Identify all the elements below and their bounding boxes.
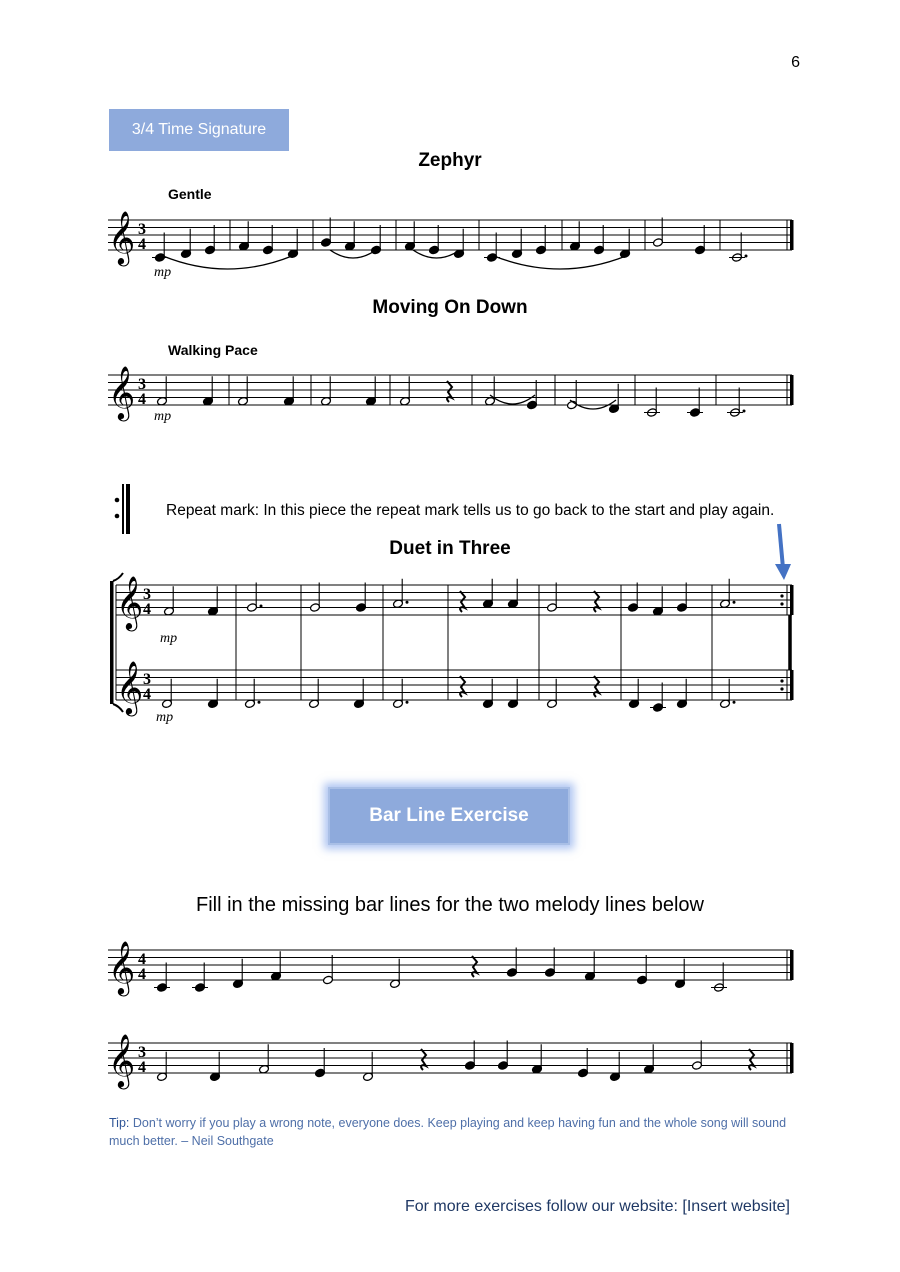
slur [494, 256, 626, 269]
quarter-rest [594, 591, 599, 612]
page-number: 6 [791, 54, 800, 71]
repeat-dot [780, 594, 783, 597]
dot [258, 701, 261, 704]
final-bar-thick [790, 375, 794, 405]
staff-zephyr [0, 200, 900, 280]
quarter-rest [447, 381, 452, 402]
time-signature-top: 3 [138, 1044, 146, 1061]
staff-exercise-1 [0, 930, 900, 1000]
slur [330, 250, 376, 258]
time-signature-top: 3 [138, 221, 146, 238]
footer-website-note: For more exercises follow our website: [Insert website] [404, 1198, 790, 1215]
tip-label: Tip: [109, 1116, 130, 1130]
dot [733, 701, 736, 704]
time-signature-bottom: 4 [138, 1059, 146, 1076]
dot [406, 701, 409, 704]
final-bar-thick [790, 585, 794, 615]
system-bracket [110, 581, 114, 704]
dot [743, 410, 746, 413]
bar-line-exercise-heading: Bar Line Exercise [328, 787, 570, 845]
tempo-marking: Walking Pace [168, 342, 258, 358]
staff-duet-system [0, 570, 900, 720]
time-signature-bottom: 4 [143, 601, 151, 618]
repeat-sign-icon [112, 482, 132, 536]
piece-title-duet-in-three: Duet in Three [389, 538, 511, 559]
quarter-rest [460, 591, 465, 612]
dynamic-marking: mp [154, 409, 172, 424]
time-signature-top: 4 [138, 951, 146, 968]
time-signature-top: 3 [138, 376, 146, 393]
quarter-rest [472, 956, 477, 977]
dot [745, 255, 748, 258]
quarter-rest [460, 676, 465, 697]
dynamic-marking: mp [154, 265, 172, 280]
repeat-dot [780, 602, 783, 605]
repeat-explanation: Repeat mark: In this piece the repeat mark tells us to go back to the start and play again. [166, 502, 775, 519]
slur [163, 256, 292, 269]
tip-text [109, 1114, 799, 1150]
treble-clef-icon: 𝄞 [108, 210, 136, 264]
dot [260, 605, 263, 608]
dynamic-marking: mp [160, 631, 178, 646]
dot [406, 601, 409, 604]
section-label: 3/4 Time Signature [109, 109, 289, 151]
exercise-instruction: Fill in the missing bar lines for the two melody lines below [196, 894, 704, 916]
quarter-rest [421, 1049, 426, 1070]
time-signature-bottom: 4 [138, 391, 146, 408]
final-bar-thick [790, 220, 794, 250]
dynamic-marking: mp [156, 710, 174, 725]
tip-body: Don’t worry if you play a wrong note, everyone does. Keep playing and keep having fun and the whole song will sound much better. – Neil Southgate [109, 1116, 787, 1148]
treble-clef-icon: 𝄞 [108, 940, 136, 994]
treble-clef-icon: 𝄞 [108, 365, 136, 419]
final-bar-thick [790, 1043, 794, 1073]
staff-moving-on-down [0, 355, 900, 435]
quarter-rest [749, 1049, 754, 1070]
staff-exercise-2 [0, 1023, 900, 1093]
treble-clef-icon: 𝄞 [116, 660, 144, 714]
time-signature-bottom: 4 [138, 966, 146, 983]
slur [490, 395, 535, 404]
final-bar-thick [790, 670, 794, 700]
piece-title-moving-on-down: Moving On Down [372, 297, 528, 318]
time-signature-bottom: 4 [138, 236, 146, 253]
treble-clef-icon: 𝄞 [116, 575, 144, 629]
dot [733, 601, 736, 604]
treble-clef-icon: 𝄞 [108, 1033, 136, 1087]
time-signature-top: 3 [143, 671, 151, 688]
time-signature-bottom: 4 [143, 686, 151, 703]
quarter-rest [594, 676, 599, 697]
repeat-dot [780, 679, 783, 682]
repeat-dot [780, 687, 783, 690]
final-bar-thick [790, 950, 794, 980]
piece-title-zephyr: Zephyr [418, 150, 482, 171]
time-signature-top: 3 [143, 586, 151, 603]
tempo-marking: Gentle [168, 186, 212, 202]
